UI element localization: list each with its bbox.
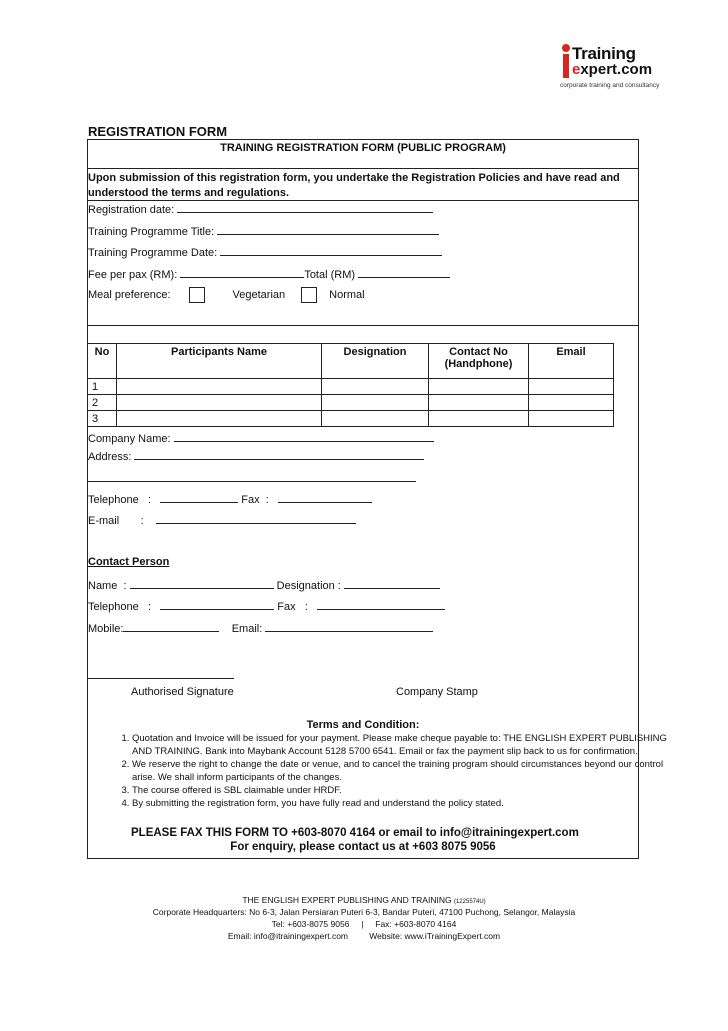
footer-sep: | xyxy=(361,919,364,929)
term-item: 4. By submitting the registration form, you have fully read and understand the policy stated. xyxy=(132,797,672,810)
total-label: Total (RM) xyxy=(304,269,356,281)
footer-reg-no: (1225574U) xyxy=(453,899,486,905)
row-number: 1 xyxy=(88,379,117,395)
normal-label: Normal xyxy=(329,288,365,301)
company-stamp-label: Company Stamp xyxy=(396,686,478,698)
meal-label: Meal preference: xyxy=(88,288,171,301)
address-line-2[interactable] xyxy=(88,471,416,482)
colon: : xyxy=(140,515,144,527)
table-row xyxy=(88,411,614,427)
table-header-row xyxy=(88,344,614,379)
colon: : xyxy=(123,580,127,592)
fax-line[interactable] xyxy=(278,492,372,503)
footer-website: Website: www.iTrainingExpert.com xyxy=(369,931,501,941)
col-no: No xyxy=(88,344,117,379)
fax-label: Fax xyxy=(241,494,260,506)
programme-title-field[interactable] xyxy=(88,224,439,238)
colon: : xyxy=(304,601,308,613)
colon: : xyxy=(147,494,152,506)
contact-fax-label: Fax xyxy=(277,601,296,613)
enquiry-line: For enquiry, please contact us at +603 8075 9056 xyxy=(230,841,496,853)
designation-cell[interactable] xyxy=(322,379,429,395)
logo-e: e xyxy=(572,61,581,78)
fee-label: Fee per pax (RM): xyxy=(88,269,178,281)
colon: : xyxy=(265,494,269,506)
email-cell[interactable] xyxy=(529,411,614,427)
col-designation: Designation xyxy=(322,344,429,379)
col-contact: Contact No (Handphone) xyxy=(429,344,529,379)
programme-title-line[interactable] xyxy=(217,224,439,235)
footer-tel-fax xyxy=(88,919,640,929)
contact-telephone-label: Telephone xyxy=(88,601,139,613)
footer-fax: Fax: +603-8070 4164 xyxy=(375,919,457,929)
registration-date-label: Registration date: xyxy=(88,204,175,216)
address-line2[interactable] xyxy=(88,471,416,485)
logo-i-bar xyxy=(563,54,569,78)
vegetarian-checkbox[interactable] xyxy=(189,287,205,303)
address-line[interactable] xyxy=(134,449,424,460)
logo-rest: xpert.com xyxy=(580,61,653,78)
footer-address: Corporate Headquarters: No 6-3, Jalan Persiaran Puteri 6-3, Bandar Puteri, 47100 Puchong, Selangor, Malaysia xyxy=(152,907,576,917)
term-item: 2. We reserve the right to change the date or venue, and to cancel the training program should circumstances beyond our control arise. We shall inform participants of the changes. xyxy=(132,758,672,784)
row-number: 3 xyxy=(88,411,117,427)
logo-brand-line2 xyxy=(572,61,652,78)
name-cell[interactable] xyxy=(117,379,322,395)
footer-tel: Tel: +603-8075 9056 xyxy=(271,919,350,929)
programme-date-line[interactable] xyxy=(220,245,442,256)
company-name-label: Company Name: xyxy=(88,433,171,445)
form-notice: Upon submission of this registration form, you undertake the Registration Policies and have read and understood the terms and regulations. xyxy=(88,172,620,199)
contact-cell[interactable] xyxy=(429,411,529,427)
address-label: Address: xyxy=(88,451,132,463)
contact-name-label: Name xyxy=(88,580,118,592)
contact-mobile-line[interactable] xyxy=(123,621,219,632)
contact-designation-label: Designation : xyxy=(276,580,341,592)
col-email: Email xyxy=(529,344,614,379)
terms-heading: Terms and Condition: xyxy=(306,719,420,731)
contact-email-label: Email: xyxy=(231,623,263,635)
logo-tagline: corporate training and consultancy xyxy=(560,82,660,89)
form-subtitle: TRAINING REGISTRATION FORM (PUBLIC PROGRAM) xyxy=(220,142,506,154)
footer-company-name: THE ENGLISH EXPERT PUBLISHING AND TRAINING xyxy=(242,895,452,905)
contact-email-line[interactable] xyxy=(265,621,433,632)
contact-mobile-email xyxy=(88,621,433,635)
email-label: E-mail xyxy=(88,515,120,527)
logo-i-dot xyxy=(562,44,570,52)
company-phone-fax xyxy=(88,492,372,506)
contact-cell[interactable] xyxy=(429,395,529,411)
programme-date-field[interactable] xyxy=(88,245,442,259)
fee-line[interactable] xyxy=(180,267,304,278)
contact-phone-fax xyxy=(88,599,445,613)
address-field[interactable] xyxy=(88,449,424,463)
contact-mobile-label: Mobile: xyxy=(88,623,124,635)
row-number: 2 xyxy=(88,395,117,411)
telephone-line[interactable] xyxy=(160,492,238,503)
authorised-signature-label: Authorised Signature xyxy=(131,686,234,698)
company-name-line[interactable] xyxy=(174,431,434,442)
telephone-label: Telephone xyxy=(88,494,139,506)
name-cell[interactable] xyxy=(117,395,322,411)
terms-list xyxy=(96,732,672,810)
email-cell[interactable] xyxy=(529,395,614,411)
registration-date-line[interactable] xyxy=(177,202,433,213)
programme-date-label: Training Programme Date: xyxy=(88,247,218,259)
footer-company xyxy=(88,895,640,905)
footer-contact xyxy=(88,931,640,941)
participants-table xyxy=(87,343,614,427)
divider xyxy=(87,325,639,326)
contact-name-line[interactable] xyxy=(130,578,274,589)
contact-name-field xyxy=(88,578,440,592)
company-email-field xyxy=(88,513,356,527)
col-name: Participants Name xyxy=(117,344,322,379)
designation-cell[interactable] xyxy=(322,395,429,411)
registration-date-field[interactable] xyxy=(88,202,433,216)
fax-instruction: PLEASE FAX THIS FORM TO +603-8070 4164 or email to info@itrainingexpert.com xyxy=(131,827,579,839)
table-row xyxy=(88,395,614,411)
form-title: REGISTRATION FORM xyxy=(88,124,228,139)
total-line[interactable] xyxy=(358,267,450,278)
logo-brand-line1: Training xyxy=(572,44,636,63)
company-name-field[interactable] xyxy=(88,431,434,445)
term-item: 3. The course offered is SBL claimable under HRDF. xyxy=(132,784,672,797)
term-item: 1. Quotation and Invoice will be issued for your payment. Please make cheque payable to: THE ENGLISH EXPERT PUBLISHING AND TRAINING. Bank into Maybank Account 5128 5700 6541. Email or fax the payment slip back to us for confirmation. xyxy=(132,732,672,758)
company-logo xyxy=(560,44,670,94)
divider xyxy=(87,168,639,169)
footer-email: Email: info@itrainingexpert.com xyxy=(227,931,348,941)
contact-fax-line[interactable] xyxy=(317,599,445,610)
fee-field[interactable] xyxy=(88,267,450,281)
table-row xyxy=(88,379,614,395)
contact-designation-line[interactable] xyxy=(344,578,440,589)
contact-telephone-line[interactable] xyxy=(160,599,274,610)
contact-person-heading: Contact Person xyxy=(88,556,170,568)
programme-title-label: Training Programme Title: xyxy=(88,226,215,238)
signature-line[interactable] xyxy=(88,678,234,679)
designation-cell[interactable] xyxy=(322,411,429,427)
meal-preference xyxy=(88,287,365,303)
email-cell[interactable] xyxy=(529,379,614,395)
normal-checkbox[interactable] xyxy=(301,287,317,303)
email-line[interactable] xyxy=(156,513,356,524)
name-cell[interactable] xyxy=(117,411,322,427)
contact-cell[interactable] xyxy=(429,379,529,395)
colon: : xyxy=(147,601,152,613)
vegetarian-label: Vegetarian xyxy=(232,288,286,301)
